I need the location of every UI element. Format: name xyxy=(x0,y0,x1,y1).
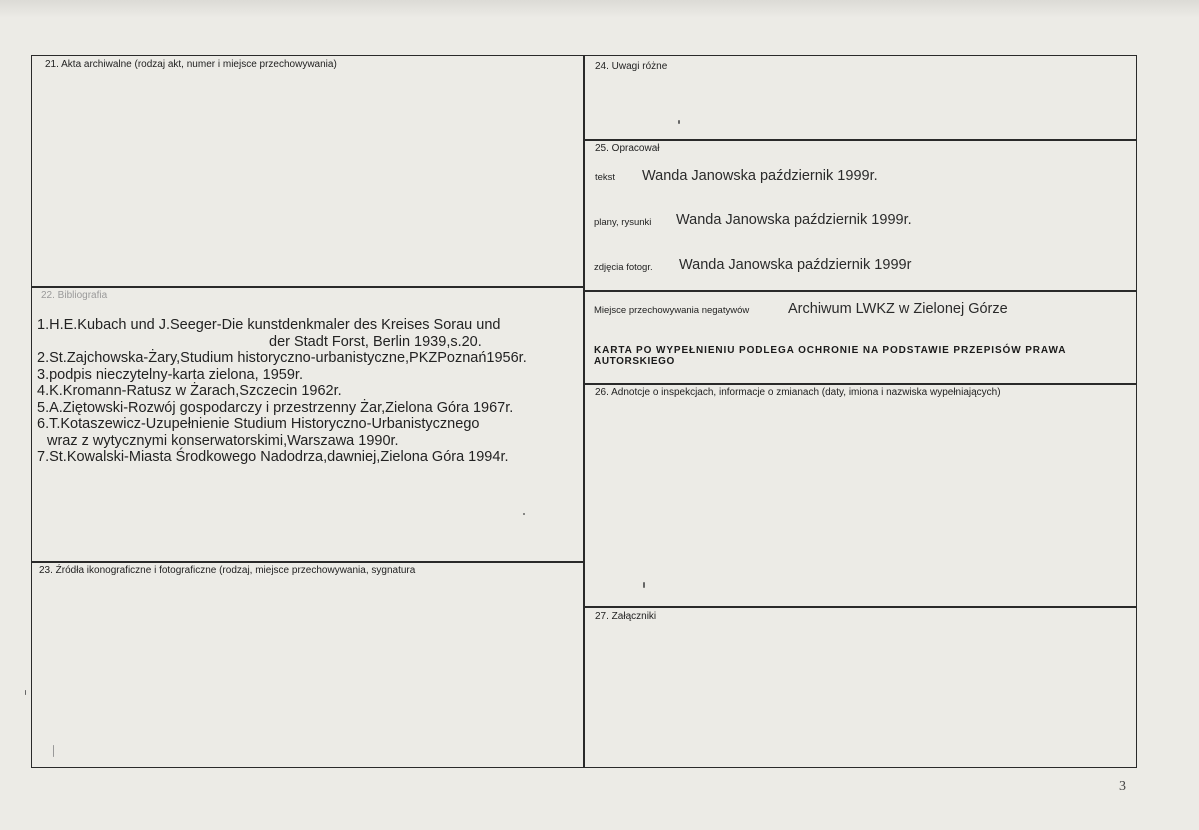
bibliography-entry: 2.St.Zajchowska-Żary,Studium historyczno-urbanistyczne,PKZPoznań1956r. xyxy=(37,350,527,366)
divider-25-copyright xyxy=(583,290,1137,292)
scan-speck xyxy=(53,745,54,757)
section-22-label: 22. Bibliografia xyxy=(41,290,108,301)
scan-speck xyxy=(25,690,26,695)
section-25-label: 25. Opracował xyxy=(595,143,660,154)
negatywy-label: Miejsce przechowywania negatywów xyxy=(594,305,750,316)
plany-label: plany, rysunki xyxy=(594,217,652,228)
scan-speck xyxy=(678,120,680,124)
copyright-notice-line2: AUTORSKIEGO xyxy=(594,356,675,367)
section-27-label: 27. Załączniki xyxy=(595,611,657,622)
bibliography-entry: 4.K.Kromann-Ratusz w Żarach,Szczecin 1962r. xyxy=(37,383,342,399)
section-23-label: 23. Źródła ikonograficzne i fotograficzne (rodzaj, miejsce przechowywania, sygnatura xyxy=(39,565,416,576)
section-21-label: 21. Akta archiwalne (rodzaj akt, numer i miejsce przechowywania) xyxy=(45,59,337,70)
bibliography-entry: 5.A.Ziętowski-Rozwój gospodarczy i przestrzenny Żar,Zielona Góra 1967r. xyxy=(37,399,514,416)
divider-26-27 xyxy=(583,606,1137,608)
bibliography-entry: der Stadt Forst, Berlin 1939,s.20. xyxy=(269,333,482,350)
tekst-label: tekst xyxy=(595,172,616,183)
column-divider xyxy=(583,55,585,768)
bibliography-list xyxy=(37,317,527,466)
scan-speck xyxy=(643,582,645,588)
zdjecia-value: Wanda Janowska październik 1999r xyxy=(679,257,912,273)
divider-21-22 xyxy=(31,286,584,288)
zdjecia-label: zdjęcia fotogr. xyxy=(594,262,653,273)
bibliography-entry: 7.St.Kowalski-Miasta Środkowego Nadodrza,dawniej,Zielona Góra 1994r. xyxy=(37,449,509,465)
bibliography-entry: 1.H.E.Kubach und J.Seeger-Die kunstdenkmaler des Kreises Sorau und xyxy=(37,317,501,333)
bibliography-entry: 3.podpis nieczytelny-karta zielona, 1959r. xyxy=(37,366,303,383)
bibliography-entry: 6.T.Kotaszewicz-Uzupełnienie Studium Historyczno-Urbanistycznego xyxy=(37,416,480,432)
divider-22-23 xyxy=(31,561,584,563)
divider-24-25 xyxy=(583,139,1137,141)
tekst-value: Wanda Janowska październik 1999r. xyxy=(642,168,878,184)
section-26-label: 26. Adnotcje o inspekcjach, informacje o zmianach (daty, imiona i nazwiska wypełniających) xyxy=(595,387,1001,398)
section-24-label: 24. Uwagi różne xyxy=(595,61,668,72)
divider-25-26 xyxy=(583,383,1137,385)
scan-speck xyxy=(523,513,525,515)
negatywy-value: Archiwum LWKZ w Zielonej Górze xyxy=(788,301,1008,317)
scan-shadow xyxy=(0,0,1199,18)
copyright-notice-line1: KARTA PO WYPEŁNIENIU PODLEGA OCHRONIE NA PODSTAWIE PRZEPISÓW PRAWA xyxy=(594,345,1067,356)
bibliography-entry: wraz z wytycznymi konserwatorskimi,Warszawa 1990r. xyxy=(47,432,399,449)
plany-value: Wanda Janowska październik 1999r. xyxy=(676,212,912,228)
page-number: 3 xyxy=(1119,779,1126,794)
